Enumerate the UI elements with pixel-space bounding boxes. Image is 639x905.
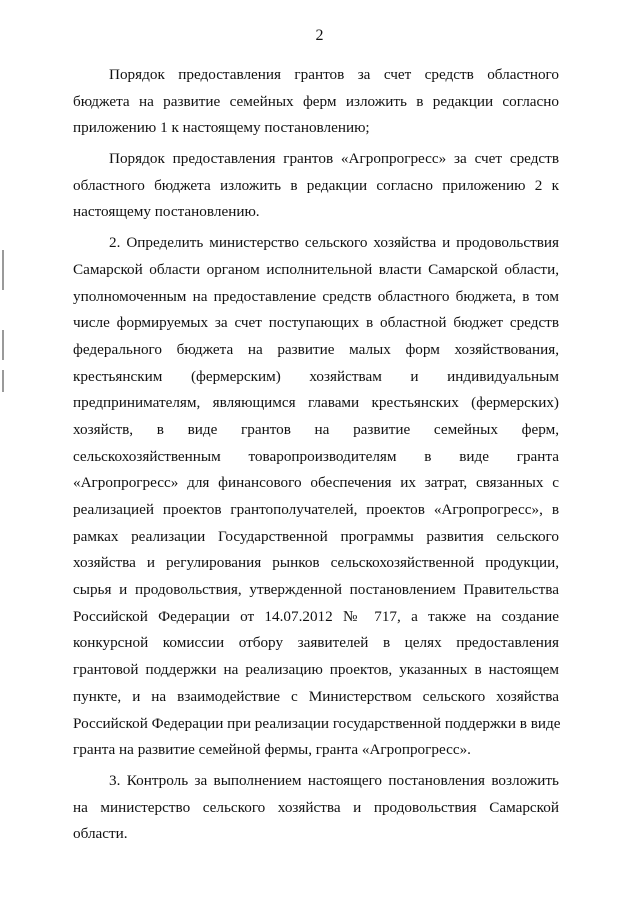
text-line: 3. Контроль за выполнением настоящего постановления возложить <box>109 771 559 789</box>
text-line: Самарской области органом исполнительной власти Самарской области, <box>73 260 559 278</box>
paragraph-family-farms-procedure <box>73 62 559 142</box>
text-line: грантовой поддержки на реализацию проектов, указанных в настоящем <box>73 661 559 679</box>
text-line: Российской Федерации от 14.07.2012 № 717, а также на создание <box>73 607 559 625</box>
text-line: сельскохозяйственным товаропроизводителям в виде гранта <box>73 447 559 465</box>
paragraph-agroprogress-procedure <box>73 146 559 226</box>
text-line: уполномоченным на предоставление средств областного бюджета, в том <box>73 287 559 305</box>
text-line: гранта на развитие семейной фермы, гранта «Агропрогресс». <box>73 741 471 759</box>
text-line: рамках реализации Государственной программы развития сельского <box>73 527 559 545</box>
text-line: Российской Федерации при реализации государственной поддержки в виде <box>73 714 561 732</box>
text-line: области. <box>73 825 128 843</box>
text-line: числе формируемых за счет поступающих в областной бюджет средств <box>73 314 559 332</box>
scan-edge-mark <box>2 370 4 392</box>
text-line: настоящему постановлению. <box>73 203 260 221</box>
text-line: крестьянским (фермерским) хозяйствам и индивидуальным <box>73 367 559 385</box>
text-line: бюджета на развитие семейных ферм изложить в редакции согласно <box>73 92 559 110</box>
text-line: Порядок предоставления грантов «Агропрогресс» за счет средств <box>109 150 559 168</box>
document-body <box>73 62 559 848</box>
text-line: пункте, и на взаимодействие с Министерством сельского хозяйства <box>73 687 559 705</box>
text-line: сырья и продовольствия, утвержденной постановлением Правительства <box>73 581 559 599</box>
scan-edge-mark <box>2 330 4 360</box>
text-line: «Агропрогресс» для финансового обеспечения их затрат, связанных с <box>73 474 559 492</box>
text-line: на министерство сельского хозяйства и продовольствия Самарской <box>73 798 559 816</box>
text-line: хозяйств, в виде грантов на развитие семейных ферм, <box>73 420 559 438</box>
text-line: реализацией проектов грантополучателей, проектов «Агропрогресс», в <box>73 501 559 518</box>
text-line: Порядок предоставления грантов за счет средств областного <box>109 66 559 83</box>
text-line: областного бюджета изложить в редакции согласно приложению 2 к <box>73 176 559 194</box>
text-line: хозяйства и регулирования рынков сельскохозяйственной продукции, <box>73 554 559 572</box>
text-line: предпринимателям, являющимся главами крестьянских (фермерских) <box>73 394 559 412</box>
scan-edge-mark <box>2 250 4 290</box>
paragraph-clause-2 <box>73 230 559 764</box>
text-line: конкурсной комиссии отбору заявителей в целях предоставления <box>73 634 559 652</box>
text-line: приложению 1 к настоящему постановлению; <box>73 119 370 137</box>
paragraph-clause-3 <box>73 768 559 848</box>
text-line: 2. Определить министерство сельского хозяйства и продовольствия <box>109 234 559 252</box>
text-line: федерального бюджета на развитие малых форм хозяйствования, <box>73 340 559 358</box>
page-number: 2 <box>315 27 324 44</box>
